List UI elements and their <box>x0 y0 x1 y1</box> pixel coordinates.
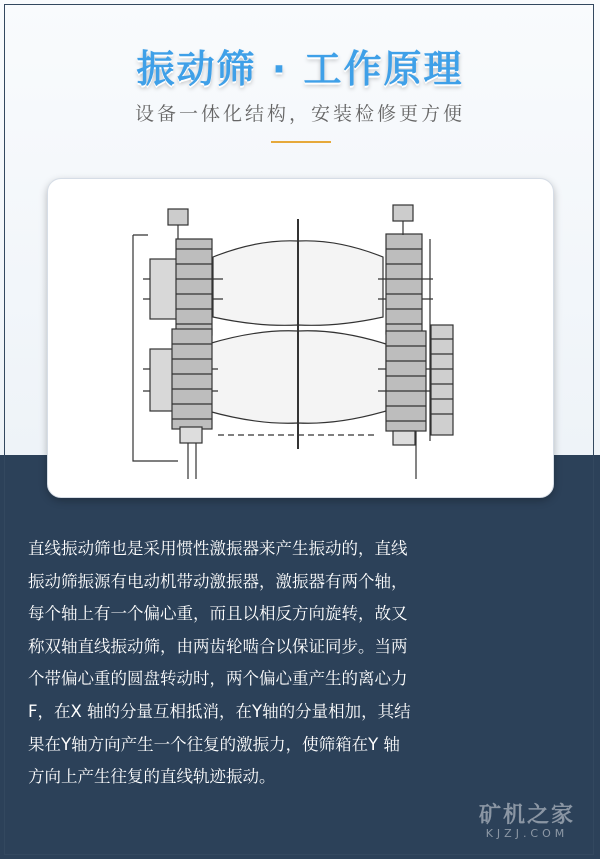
page-subtitle: 设备一体化结构，安装检修更方便 <box>134 103 465 125</box>
description-text <box>28 533 576 794</box>
watermark <box>462 798 592 840</box>
watermark-sub: KJZJ.COM <box>485 827 569 840</box>
description-line: F，在X 轴的分量互相抵消，在Y轴的分量相加，其结 <box>28 701 411 721</box>
vibrating-screen-exciter-drawing-icon <box>48 179 553 497</box>
page-title: 振动筛 · 工作原理 <box>136 47 464 91</box>
figure-card <box>47 178 554 498</box>
title-divider <box>271 141 331 143</box>
description-line: 直线振动筛也是采用惯性激振器来产生振动的，直线 <box>28 539 408 558</box>
description-line: 每个轴上有一个偏心重，而且以相反方向旋转，故又 <box>28 604 408 624</box>
description-line: 个带偏心重的圆盘转动时，两个偏心重产生的离心力 <box>28 669 408 689</box>
description-line: 称双轴直线振动筛，由两齿轮啮合以保证同步。当两 <box>28 636 408 656</box>
description-line: 振动筛振源有电动机带动激振器，激振器有两个轴， <box>28 571 408 591</box>
watermark-main: 矿机之家 <box>478 803 575 828</box>
description-line: 果在Y轴方向产生一个往复的激振力，使筛箱在Y 轴 <box>28 734 400 754</box>
description-line: 方向上产生往复的直线轨迹振动。 <box>28 767 276 787</box>
